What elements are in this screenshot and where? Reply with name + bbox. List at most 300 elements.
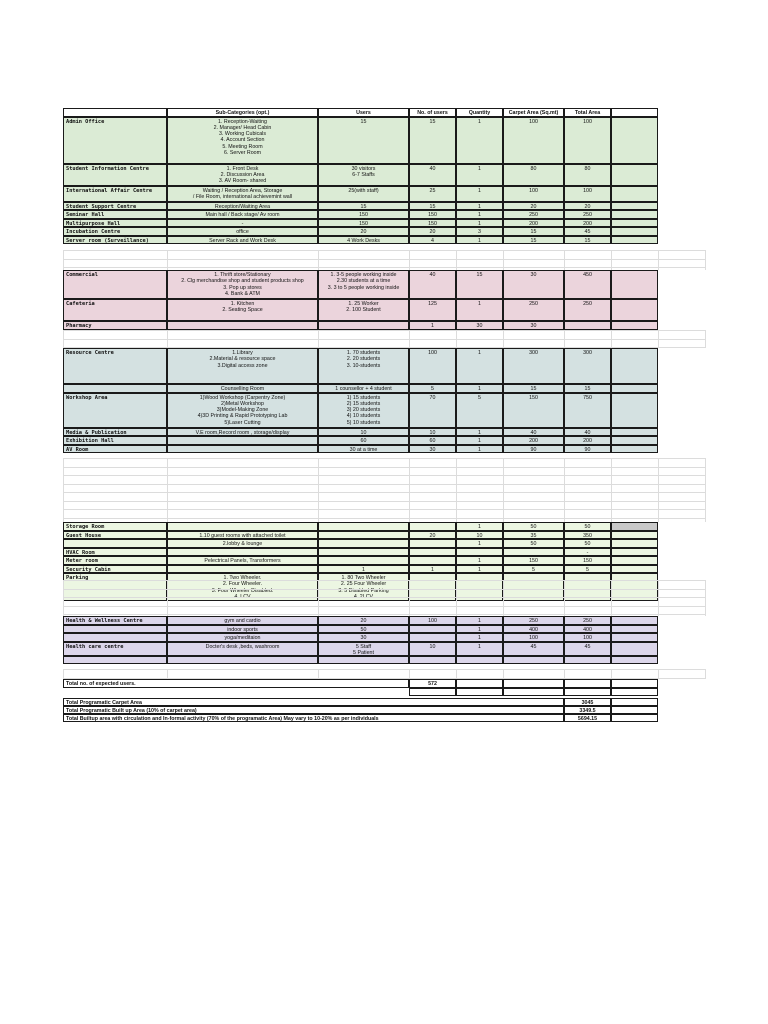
sub-category-cell (167, 186, 318, 202)
sheet-gridline (705, 330, 706, 348)
no-of-users-cell: 10 (409, 642, 456, 656)
table-row (0, 565, 768, 574)
extra-cell (611, 445, 658, 454)
sub-category-cell (167, 164, 318, 186)
cell-line: 2. 100 Student (346, 307, 381, 314)
users-cell: 20 (318, 616, 409, 625)
cell-line: 3. 10-students (346, 362, 381, 369)
extra-cell (611, 321, 658, 330)
users-cell: 10 (318, 428, 409, 437)
carpet-area-cell: 20 (503, 202, 564, 211)
sheet-gridline (63, 606, 705, 607)
cell-line: 3. Working Cubicals (218, 131, 266, 138)
cell-line: 2)Metal Workshop (221, 400, 264, 407)
empty-cell (611, 698, 658, 706)
no-of-users-cell (409, 556, 456, 565)
cell-line: 2. Four Wheeler. (222, 581, 263, 588)
sheet-gridline (503, 669, 504, 679)
space-cell: Security Cabin (63, 565, 167, 574)
carpet-area-cell: 50 (503, 522, 564, 531)
sub-category-cell (167, 522, 318, 531)
space-cell (63, 539, 167, 548)
carpet-area-cell: 100 (503, 117, 564, 164)
space-cell: Health & Wellness Centre (63, 616, 167, 625)
extra-cell (611, 428, 658, 437)
sheet-gridline (63, 509, 705, 510)
sheet-gridline (63, 678, 705, 679)
table-row (0, 445, 768, 454)
no-of-users-cell (409, 539, 456, 548)
quantity-cell: 1 (456, 565, 503, 574)
extra-cell (611, 117, 658, 164)
sheet-gridline (318, 580, 319, 616)
users-cell: 15 (318, 202, 409, 211)
cell-line: 2. Discussion Area (220, 171, 265, 178)
space-cell: Commercial (63, 270, 167, 299)
sheet-gridline (63, 250, 64, 270)
sheet-gridline (63, 267, 705, 268)
empty-cell (564, 679, 611, 688)
sub-category-cell: Pelectrical Panels, Transformers (167, 556, 318, 565)
cell-line: 6-7 Staffs (352, 171, 375, 178)
empty-cell (456, 679, 503, 688)
sheet-gridline (611, 580, 612, 616)
cell-line: 1. 3-5 people working inside (330, 272, 397, 278)
cell-line: 6. Server Room (223, 149, 262, 156)
sheet-gridline (167, 669, 168, 679)
sheet-gridline (503, 250, 504, 270)
extra-cell (611, 236, 658, 245)
users-cell: 20 (318, 227, 409, 236)
no-of-users-cell: 15 (409, 202, 456, 211)
cell-line: 5 Patient (353, 649, 374, 656)
sub-category-cell (167, 656, 318, 665)
sheet-gridline (503, 458, 504, 522)
sub-category-cell: - (167, 219, 318, 228)
cell-line: 2. Clg merchandise shop and student products shop (181, 278, 304, 285)
header-sub-category: Sub-Categories (opt.) (167, 108, 318, 117)
cell-line: 4. 2LCV (353, 593, 374, 600)
quantity-cell (456, 656, 503, 665)
space-cell: Multipurpose Hall (63, 219, 167, 228)
no-of-users-cell: 1 (409, 565, 456, 574)
users-cell: 1 (318, 565, 409, 574)
users-cell (318, 556, 409, 565)
cell-line: 4. Account Section (220, 137, 265, 144)
users-cell: 15 (318, 117, 409, 164)
total-area-cell (564, 321, 611, 330)
users-cell: 60 (318, 436, 409, 445)
space-cell: Cafeteria (63, 299, 167, 321)
total-area-cell: 20 (564, 202, 611, 211)
no-of-users-cell: 40 (409, 164, 456, 186)
sub-category-cell: V.E room,Record room , storage/display (167, 428, 318, 437)
sheet-gridline (63, 484, 705, 485)
total-area-cell: 350 (564, 531, 611, 540)
cell-line: 3. AV Room- shared (218, 178, 267, 185)
extra-cell (611, 633, 658, 642)
table-row (0, 236, 768, 245)
empty-cell (564, 688, 611, 697)
space-cell: Seminar Hall (63, 210, 167, 219)
table-row (0, 656, 768, 665)
space-cell: Parking (63, 573, 167, 601)
cell-line: 3. Four Wheeler Disabled. (211, 587, 274, 594)
table-row (0, 348, 768, 384)
totals-label: Total no. of expected users. (63, 679, 409, 688)
sheet-gridline (658, 580, 659, 616)
cell-line: / File Room, international achievemint wall (192, 193, 293, 200)
users-cell (318, 539, 409, 548)
no-of-users-cell: 30 (409, 445, 456, 454)
cell-line: 5 Staff (355, 643, 372, 650)
total-area-cell: 250 (564, 616, 611, 625)
totals-value: 5694.15 (564, 714, 611, 722)
totals-row (0, 679, 768, 688)
carpet-area-cell: 200 (503, 436, 564, 445)
quantity-cell: 1 (456, 210, 503, 219)
totals-row (0, 714, 768, 722)
total-area-cell: 45 (564, 642, 611, 656)
total-area-cell: 40 (564, 428, 611, 437)
sheet-gridline (63, 339, 705, 340)
sheet-gridline (611, 250, 612, 270)
cell-line: 1. Reception-Waiting (218, 118, 267, 125)
header-carpet-area: Carpet Area (Sq.mt) (503, 108, 564, 117)
space-cell: Media & Publication (63, 428, 167, 437)
sub-category-cell: office (167, 227, 318, 236)
sheet-gridline (63, 580, 705, 581)
sheet-gridline (409, 330, 410, 348)
cell-line: 1.Library (232, 350, 253, 356)
quantity-cell: 5 (456, 393, 503, 428)
carpet-area-cell: 80 (503, 164, 564, 186)
carpet-area-cell: 40 (503, 428, 564, 437)
table-row (0, 202, 768, 211)
space-cell: Pharmacy (63, 321, 167, 330)
extra-cell (611, 270, 658, 299)
users-cell (318, 656, 409, 665)
table-row (0, 428, 768, 437)
space-cell: Student Support Centre (63, 202, 167, 211)
sheet-gridline (167, 458, 168, 522)
carpet-area-cell: 200 (503, 219, 564, 228)
extra-cell (611, 227, 658, 236)
sub-category-cell: indoor sports (167, 625, 318, 634)
total-area-cell: 200 (564, 436, 611, 445)
carpet-area-cell: 250 (503, 299, 564, 321)
users-cell (318, 321, 409, 330)
table-row (0, 531, 768, 540)
sheet-gridline (564, 669, 565, 679)
no-of-users-cell: 10 (409, 428, 456, 437)
carpet-area-cell: 45 (503, 642, 564, 656)
carpet-area-cell: 250 (503, 616, 564, 625)
extra-cell (611, 625, 658, 634)
sub-category-cell (167, 548, 318, 557)
sub-category-cell: gym and cardio (167, 616, 318, 625)
space-cell: International Affair Centre (63, 186, 167, 202)
quantity-cell: 1 (456, 202, 503, 211)
no-of-users-cell (409, 656, 456, 665)
totals-row (0, 698, 768, 706)
sheet-gridline (63, 669, 705, 670)
extra-cell (611, 384, 658, 393)
empty-cell (611, 679, 658, 688)
extra-cell (611, 186, 658, 202)
no-of-users-cell: 20 (409, 531, 456, 540)
table-row (0, 616, 768, 625)
sheet-gridline (63, 458, 64, 522)
total-area-cell: 45 (564, 227, 611, 236)
sub-category-cell (167, 445, 318, 454)
cell-line: 5. Meeting Room (222, 143, 263, 150)
sheet-gridline (63, 518, 705, 519)
totals-label: Total Builtup area with circulation and In-formal activity (70% of the programatic Area) May vary to 10-20% as per individuals (63, 714, 564, 722)
extra-cell (611, 436, 658, 445)
table-row (0, 164, 768, 186)
sub-category-cell (167, 393, 318, 428)
total-area-cell: 400 (564, 625, 611, 634)
sheet-gridline (564, 250, 565, 270)
sheet-gridline (503, 580, 504, 616)
total-area-cell (564, 656, 611, 665)
sheet-gridline (658, 458, 659, 522)
sub-category-cell (167, 348, 318, 384)
quantity-cell: 15 (456, 270, 503, 299)
space-cell: Resource Centre (63, 348, 167, 384)
sheet-gridline (564, 580, 565, 616)
quantity-cell: 1 (456, 556, 503, 565)
cell-line: 2. Seating Space (222, 307, 263, 314)
sub-category-cell (167, 436, 318, 445)
users-cell (318, 299, 409, 321)
table-row (0, 219, 768, 228)
table-row (0, 270, 768, 299)
carpet-area-cell: 400 (503, 625, 564, 634)
carpet-area-cell: 250 (503, 210, 564, 219)
quantity-cell: 1 (456, 445, 503, 454)
extra-cell (611, 348, 658, 384)
carpet-area-cell: 35 (503, 531, 564, 540)
sheet-gridline (63, 458, 705, 459)
header-no-of-users: No. of users (409, 108, 456, 117)
users-cell (318, 348, 409, 384)
table-row (0, 210, 768, 219)
carpet-area-cell (503, 548, 564, 557)
empty-cell (611, 714, 658, 722)
sub-category-cell: Docter's desk ,beds, washroom (167, 642, 318, 656)
cell-line: 3. 3 to 5 people working inside (327, 284, 400, 291)
no-of-users-cell: 100 (409, 348, 456, 384)
cell-line: Waiting / Reception Area, Storage (202, 187, 283, 194)
carpet-area-cell: 15 (503, 227, 564, 236)
empty-cell (409, 688, 456, 697)
users-cell: 30 (318, 633, 409, 642)
quantity-cell: 30 (456, 321, 503, 330)
space-cell: Exhibition Hall (63, 436, 167, 445)
quantity-cell: 1 (456, 117, 503, 164)
total-area-cell: 200 (564, 219, 611, 228)
extra-cell (611, 299, 658, 321)
sheet-gridline (658, 250, 659, 270)
carpet-area-cell: 50 (503, 539, 564, 548)
sheet-gridline (63, 330, 705, 331)
quantity-cell: 1 (456, 428, 503, 437)
cell-line: 1. Front Desk (226, 165, 259, 172)
space-cell: Guest House (63, 531, 167, 540)
empty-cell (611, 688, 658, 697)
carpet-area-cell: 5 (503, 565, 564, 574)
sheet-gridline (409, 458, 410, 522)
sheet-gridline (564, 458, 565, 522)
empty-cell (503, 679, 564, 688)
no-of-users-cell (409, 548, 456, 557)
no-of-users-cell: 60 (409, 436, 456, 445)
totals-spacer-row (0, 688, 768, 697)
carpet-area-cell: 100 (503, 186, 564, 202)
quantity-cell: 3 (456, 227, 503, 236)
table-row (0, 321, 768, 330)
header-quantity: Quantity (456, 108, 503, 117)
sub-category-cell: yoga/meditaion (167, 633, 318, 642)
table-row (0, 117, 768, 164)
space-cell: HVAC Room (63, 548, 167, 557)
no-of-users-cell: 150 (409, 210, 456, 219)
table-row (0, 633, 768, 642)
cell-line: 1. 70 students (346, 350, 381, 356)
extra-cell (611, 202, 658, 211)
no-of-users-cell: 20 (409, 227, 456, 236)
sheet-gridline (63, 597, 705, 598)
quantity-cell: 1 (456, 616, 503, 625)
sheet-gridline (456, 330, 457, 348)
quantity-cell: 1 (456, 186, 503, 202)
total-area-cell: 250 (564, 210, 611, 219)
no-of-users-cell: 15 (409, 117, 456, 164)
cell-line: 2.30 students at a time (336, 278, 391, 285)
cell-line: 4. LCV (234, 593, 251, 600)
quantity-cell: 1 (456, 348, 503, 384)
total-area-cell: 100 (564, 117, 611, 164)
table-row (0, 556, 768, 565)
sub-category-cell: Counselling Room (167, 384, 318, 393)
sheet-gridline (409, 580, 410, 616)
total-area-cell: 150 (564, 556, 611, 565)
carpet-area-cell: 30 (503, 270, 564, 299)
no-of-users-cell: 1 (409, 321, 456, 330)
sub-category-cell (167, 565, 318, 574)
total-area-cell: 80 (564, 164, 611, 186)
no-of-users-cell (409, 625, 456, 634)
sheet-gridline (705, 669, 706, 679)
sheet-gridline (318, 458, 319, 522)
sheet-gridline (63, 492, 705, 493)
header-space (63, 108, 167, 117)
totals-label: Total Programatic Carpet Area (63, 698, 564, 706)
sheet-gridline (409, 669, 410, 679)
users-cell: 30 at a time (318, 445, 409, 454)
space-cell: AV Room (63, 445, 167, 454)
sheet-gridline (63, 347, 705, 348)
sheet-gridline (658, 330, 659, 348)
total-area-cell: 450 (564, 270, 611, 299)
total-area-cell: 5 (564, 565, 611, 574)
header-total-area: Total Area (564, 108, 611, 117)
cell-line: 1) 15 students (346, 394, 381, 401)
space-cell: Workshop Area (63, 393, 167, 428)
no-of-users-cell: 70 (409, 393, 456, 428)
sub-category-cell: Reception/Waiting Area (167, 202, 318, 211)
quantity-cell: 1 (456, 642, 503, 656)
quantity-cell (456, 548, 503, 557)
sheet-gridline (167, 330, 168, 348)
sheet-gridline (63, 580, 64, 616)
header-row (0, 108, 768, 117)
cell-line: 1. Two Wheeler. (223, 575, 262, 581)
carpet-area-cell: 150 (503, 556, 564, 565)
sheet-gridline (456, 669, 457, 679)
extra-cell (611, 210, 658, 219)
sheet-gridline (318, 330, 319, 348)
totals-value: 3045 (564, 698, 611, 706)
sheet-gridline (658, 669, 659, 679)
cell-line: 2) 15 students (346, 400, 381, 407)
total-area-cell: 15 (564, 384, 611, 393)
total-area-cell: 90 (564, 445, 611, 454)
sub-category-cell (167, 117, 318, 164)
empty-cell (456, 688, 503, 697)
table-row (0, 436, 768, 445)
no-of-users-cell: 150 (409, 219, 456, 228)
sheet-gridline (611, 330, 612, 348)
users-cell (318, 642, 409, 656)
cell-line: 4. Bank & ATM (225, 290, 260, 297)
cell-line: 2. 25 Four Wheeler (340, 581, 387, 588)
quantity-cell: 10 (456, 531, 503, 540)
no-of-users-cell: 4 (409, 236, 456, 245)
sheet-gridline (63, 614, 705, 615)
carpet-area-cell: 15 (503, 236, 564, 245)
totals-label: Total Programatic Built up Area (10% of carpet area) (63, 706, 564, 714)
space-cell: Server room (Surveillance) (63, 236, 167, 245)
total-area-cell: 300 (564, 348, 611, 384)
sub-category-cell: Server Rack and Work Desk (167, 236, 318, 245)
extra-cell (611, 393, 658, 428)
sub-category-cell: Main hall / Back stage/ Av room (167, 210, 318, 219)
space-cell (63, 384, 167, 393)
extra-cell (611, 656, 658, 665)
total-area-cell: 50 (564, 522, 611, 531)
cell-line: 1. Thrift store/Stationary (214, 272, 271, 278)
users-cell: 1 counsellor + 4 student (318, 384, 409, 393)
users-cell (318, 270, 409, 299)
cell-line: 3.Digital access zone (217, 362, 268, 369)
extra-cell (611, 219, 658, 228)
total-area-cell: 250 (564, 299, 611, 321)
extra-cell (611, 531, 658, 540)
quantity-cell: 1 (456, 625, 503, 634)
cell-line: 1. 80 Two Wheeler (341, 575, 386, 581)
sheet-gridline (167, 250, 168, 270)
table-row (0, 539, 768, 548)
space-cell: Meter room (63, 556, 167, 565)
users-cell: 150 (318, 210, 409, 219)
total-area-cell: 15 (564, 236, 611, 245)
quantity-cell: 1 (456, 522, 503, 531)
sheet-gridline (456, 580, 457, 616)
cell-line: 5)Laser Cutting (224, 419, 261, 426)
